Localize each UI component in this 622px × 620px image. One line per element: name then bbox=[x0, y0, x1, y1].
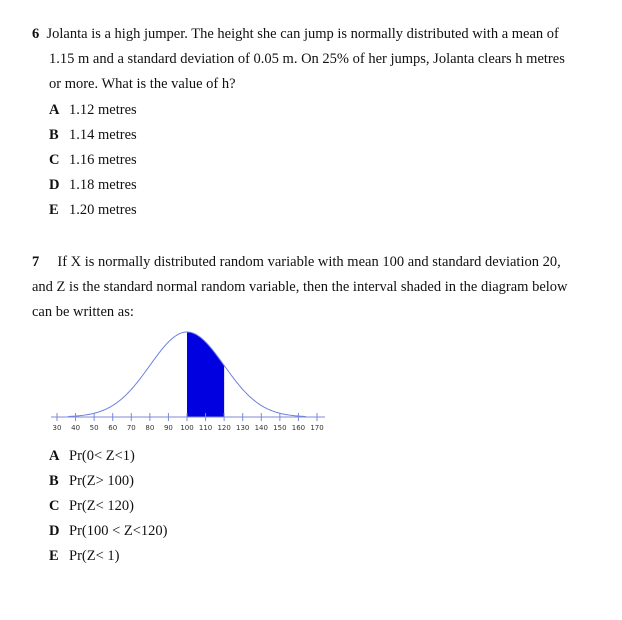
x-tick-label: 150 bbox=[273, 424, 287, 432]
q6-option-letter: A bbox=[49, 102, 60, 118]
x-tick-label: 50 bbox=[89, 424, 99, 432]
x-tick-label: 30 bbox=[52, 424, 62, 432]
q6-option-text: 1.14 metres bbox=[69, 127, 137, 143]
q7-option-c[interactable] bbox=[49, 498, 134, 515]
q6-line-2: 1.15 m and a standard deviation of 0.05 m. On 25% of her jumps, Jolanta clears h metres bbox=[49, 51, 565, 67]
x-tick-label: 140 bbox=[254, 424, 268, 432]
q6-option-text: 1.12 metres bbox=[69, 102, 137, 118]
q7-option-letter: B bbox=[49, 473, 59, 489]
q6-line-3: or more. What is the value of h? bbox=[49, 76, 236, 92]
q6-option-letter: E bbox=[49, 202, 59, 218]
q7-option-e[interactable] bbox=[49, 548, 119, 565]
q7-line-3: can be written as: bbox=[32, 304, 134, 320]
q7-text-1: If X is normally distributed random variable with mean 100 and standard deviation 20, bbox=[57, 254, 561, 270]
x-tick-label: 70 bbox=[126, 424, 136, 432]
q7-option-d[interactable] bbox=[49, 523, 168, 540]
q7-option-letter: A bbox=[49, 448, 60, 464]
q7-option-text: Pr(100 < Z<120) bbox=[69, 523, 168, 539]
q7-option-text: Pr(Z> 100) bbox=[69, 473, 134, 489]
x-tick-label: 80 bbox=[145, 424, 155, 432]
q6-number: 6 bbox=[32, 26, 40, 42]
q7-option-text: Pr(Z< 1) bbox=[69, 548, 120, 564]
q7-option-b[interactable] bbox=[49, 473, 134, 490]
q7-option-letter: E bbox=[49, 548, 59, 564]
q7-option-text: Pr(0< Z<1) bbox=[69, 448, 135, 464]
q6-option-text: 1.20 metres bbox=[69, 202, 137, 218]
x-tick-label: 160 bbox=[291, 424, 306, 432]
q7-option-a[interactable] bbox=[49, 448, 135, 465]
x-tick-label: 90 bbox=[163, 424, 173, 432]
q6-option-letter: D bbox=[49, 177, 60, 193]
x-tick-label: 130 bbox=[236, 424, 250, 432]
x-tick-label: 60 bbox=[108, 424, 118, 432]
q6-option-letter: C bbox=[49, 152, 60, 168]
x-tick-label: 40 bbox=[71, 424, 81, 432]
q7-line-2: and Z is the standard normal random variable, then the interval shaded in the diagram below bbox=[32, 279, 568, 295]
q6-option-text: 1.16 metres bbox=[69, 152, 137, 168]
x-tick-label: 170 bbox=[310, 424, 324, 432]
q6-option-letter: B bbox=[49, 127, 59, 143]
q7-option-text: Pr(Z< 120) bbox=[69, 498, 134, 514]
q7-option-letter: D bbox=[49, 523, 60, 539]
x-tick-label: 110 bbox=[198, 424, 213, 432]
shaded-region bbox=[187, 332, 224, 417]
x-tick-label: 120 bbox=[217, 424, 231, 432]
x-tick-label: 100 bbox=[180, 424, 194, 432]
q7-option-letter: C bbox=[49, 498, 60, 514]
q6-option-text: 1.18 metres bbox=[69, 177, 137, 193]
q6-text-1: Jolanta is a high jumper. The height she can jump is normally distributed with a mean of bbox=[46, 26, 559, 42]
q7-number: 7 bbox=[32, 254, 40, 270]
